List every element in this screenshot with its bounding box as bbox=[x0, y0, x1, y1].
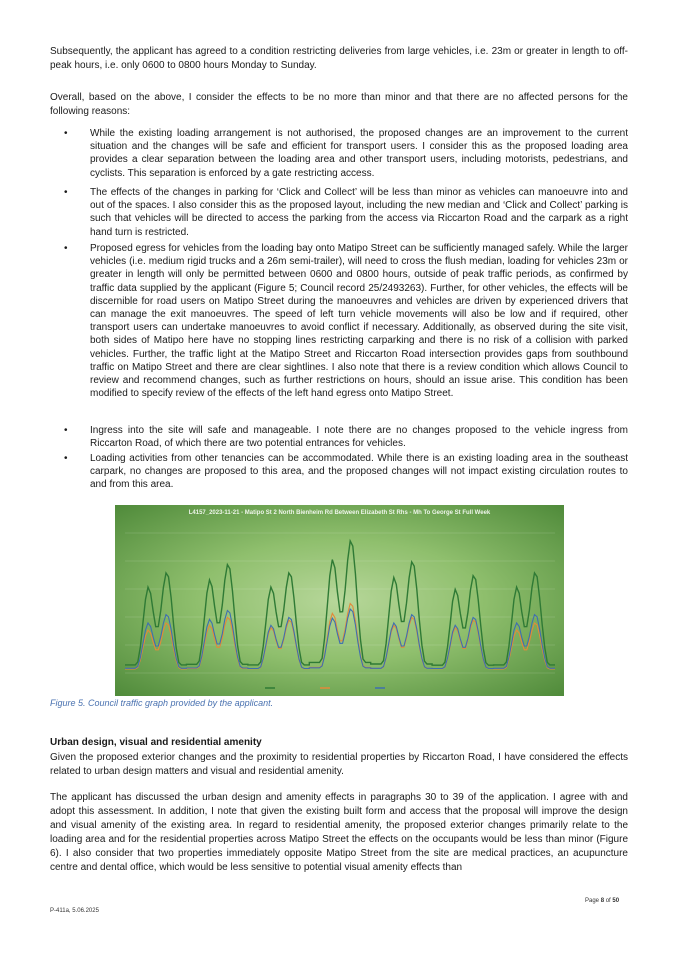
bullet-icon: • bbox=[64, 128, 68, 139]
page-number: Page 8 of 50 bbox=[585, 898, 620, 904]
bullet-icon: • bbox=[64, 243, 68, 254]
chart-series-line bbox=[125, 541, 555, 665]
paragraph-overall: Overall, based on the above, I consider the effects to be no more than minor and that there are no affected persons for the following reasons: bbox=[50, 92, 628, 117]
bullet-icon: • bbox=[64, 187, 68, 198]
traffic-chart bbox=[115, 505, 564, 696]
chart-title: L4157_2023-11-21 - Matipo St 2 North Bienheim Rd Between Elizabeth St Rhs - Mh To George St Full Week bbox=[188, 510, 491, 516]
paragraph-deliveries: Subsequently, the applicant has agreed to a condition restricting deliveries from large vehicles, i.e. 23m or greater in length to off-peak hours, i.e. only 0600 to 0800 hours Monday to Sunday. bbox=[50, 46, 628, 71]
list-item: • While the existing loading arrangement is not authorised, the proposed changes are an improvement to the current situation and the changes will be safe and efficient for transport users. I consider this as the proposed loading area provides a clear separation between the loading area and other transport users, including motorists, pedestrians, and cyclists. This separation is enforced by a gate restricting access. bbox=[64, 128, 628, 179]
paragraph-urban-design-intro: Given the proposed exterior changes and the proximity to residential properties by Riccarton Road, I have considered the effects related to urban design matters and visual and residential amenity. bbox=[50, 752, 628, 777]
bullet-icon: • bbox=[64, 453, 68, 464]
list-item: • Proposed egress for vehicles from the loading bay onto Matipo Street can be sufficiently managed safely. While the larger vehicles (i.e. medium rigid trucks and a 26m semi-trailer), will need to cross the flush median, loading for vehicles 23m or greater in length will only be permitted between 0600 and 0800 hours, outside of peak traffic periods, as confirmed by traffic data supplied by the applicant (Figure 5; Council record 25/2493263). Further, for other vehicles, the effects will be discernible for road users on Matipo Street during the manoeuvres and vehicles are driven by experienced drivers that can manage the exit manoeuvres. The speed of left turn vehicle movements will also be low and if required, other transport users can undertake manoeuvres to avoid conflict if necessary. Additionally, as observed during the site visit, both sides of Matipo here have no stopping lines restricting carparking and there is no risk of a collision with parked vehicles. Further, the traffic light at the Matipo Street and Riccarton Road intersection provides gaps from southbound traffic on Matipo Street and there are clear sightlines. I also note that there is a review condition which allows Council to review and recommend changes, such as further restrictions on hours, should an issue arise. This condition has been modified to specify review of the effects of the left hand egress onto Matipo Street. bbox=[64, 243, 628, 400]
paragraph-urban-design-assessment: The applicant has discussed the urban design and amenity effects in paragraphs 30 to 39 of the application. I agree with and adopt this assessment. In addition, I note that given the existing built form and access that the proposal will improve the design and visual amenity of the existing area. In regard to residential amenity, the proposed exterior changes primarily relate to the loading area and for the residential properties across Matipo Street the effects on the occupants would be less than minor (Figure 6). I also consider that two properties immediately opposite Matipo Street from the site are medical practices, an acupuncture centre and dental office, which would be less sensitive to potential visual amenity effects than bbox=[50, 792, 628, 873]
chart-plot bbox=[115, 505, 564, 696]
section-heading: Urban design, visual and residential amenity bbox=[50, 737, 262, 748]
form-code: P-411a, 5.06.2025 bbox=[50, 908, 99, 914]
list-item: • Loading activities from other tenancies can be accommodated. While there is an existing loading area in the southeast carpark, no changes are proposed to this area, and the proposed changes will not impact existing circulation routes to and from this area. bbox=[64, 453, 628, 491]
list-item: • Ingress into the site will safe and manageable. I note there are no changes proposed to the vehicle ingress from Riccarton Road, of which there are two potential entrances for vehicles. bbox=[64, 425, 628, 450]
figure-caption: Figure 5. Council traffic graph provided by the applicant. bbox=[50, 698, 274, 708]
list-item: • The effects of the changes in parking for ‘Click and Collect’ will be less than minor as vehicles can manoeuvre into and out of the spaces. I also consider this as the proposed layout, including the new median and ‘Click and Collect’ parking is such that vehicles will be directed to access the parking from the access via Riccarton Road and the carpark as a right hand turn is restricted. bbox=[64, 187, 628, 238]
bullet-icon: • bbox=[64, 425, 68, 436]
chart-series-line bbox=[125, 604, 555, 670]
